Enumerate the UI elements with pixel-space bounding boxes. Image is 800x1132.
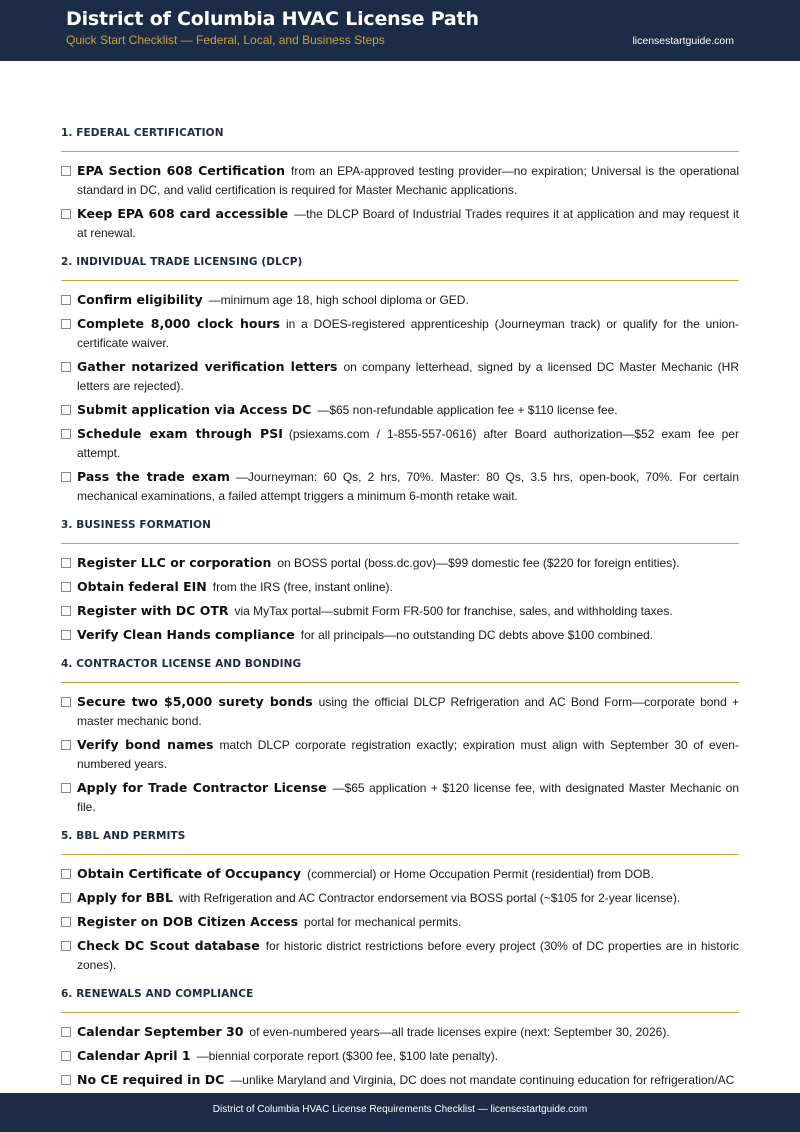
item-text [77,864,739,884]
section-title: 3. BUSINESS FORMATION [61,519,739,544]
item-description: —unlike Maryland and Virginia, DC does not mandate continuing education for refrigeration/AC [230,1073,735,1087]
page-header [0,0,800,61]
item-text [77,601,739,621]
item-description: —Journeyman: 60 Qs, 2 hrs, 70%. Master: 80 Qs, 3.5 hrs, open-book, 70%. For certain mechanical examinations, a failed attempt triggers a minimum 6-month retake wait. [77,470,739,503]
item-text [77,204,739,243]
item-description: from the IRS (free, instant online). [212,580,393,594]
item-description: via MyTax portal—submit Form FR-500 for franchise, sales, and withholding taxes. [234,604,673,618]
checkbox[interactable] [61,1075,71,1085]
checkbox[interactable] [61,740,71,750]
item-heading: Pass the trade exam [77,469,230,484]
item-description: —minimum age 18, high school diploma or GED. [208,293,469,307]
item-text [77,467,739,506]
checklist-item [61,1046,739,1066]
item-heading: Calendar April 1 [77,1048,191,1063]
page-title: District of Columbia HVAC License Path [66,8,479,30]
checklist-item [61,314,739,353]
checklist-item [61,912,739,932]
item-heading: Gather notarized verification letters [77,359,338,374]
checklist-item [61,424,739,463]
checkbox[interactable] [61,362,71,372]
item-description: —biennial corporate report ($300 fee, $100 late penalty). [196,1049,499,1063]
checklist-item [61,601,739,621]
item-heading: No CE required in DC [77,1072,225,1087]
item-heading: Secure two $5,000 surety bonds [77,694,313,709]
checkbox[interactable] [61,472,71,482]
item-text [77,314,739,353]
item-heading: Schedule exam through PSI [77,426,283,441]
item-text [77,553,739,573]
checklist-section [61,658,739,817]
item-description: for all principals—no outstanding DC debts above $100 combined. [300,628,653,642]
item-heading: Register LLC or corporation [77,555,272,570]
section-title: 1. FEDERAL CERTIFICATION [61,127,739,152]
item-description: match DLCP corporate registration exactly; expiration must align with September 30 of even-numbered years. [77,738,739,771]
item-text [77,1070,739,1090]
checkbox[interactable] [61,783,71,793]
item-heading: Verify Clean Hands compliance [77,627,295,642]
section-title: 4. CONTRACTOR LICENSE AND BONDING [61,658,739,683]
checklist-section [61,519,739,645]
item-description: portal for mechanical permits. [304,915,462,929]
checkbox[interactable] [61,941,71,951]
section-title: 6. RENEWALS AND COMPLIANCE [61,988,739,1013]
checklist-item [61,553,739,573]
item-text [77,936,739,975]
item-heading: Register on DOB Citizen Access [77,914,299,929]
item-text [77,161,739,200]
checklist-item [61,692,739,731]
item-heading: EPA Section 608 Certification [77,163,286,178]
checklist-item [61,864,739,884]
checkbox[interactable] [61,697,71,707]
checklist-item [61,778,739,817]
item-description: —the DLCP Board of Industrial Trades requires it at application and may request it at renewal. [77,207,739,240]
item-heading: Confirm eligibility [77,292,203,307]
item-heading: Obtain federal EIN [77,579,207,594]
checklist-item [61,290,739,310]
item-heading: Register with DC OTR [77,603,229,618]
item-text [77,400,739,420]
item-heading: Submit application via Access DC [77,402,312,417]
checklist-item [61,204,739,243]
checklist-item [61,1070,739,1090]
footer-text: District of Columbia HVAC License Requirements Checklist — licensestartguide.com [212,1104,588,1115]
checkbox[interactable] [61,209,71,219]
item-text [77,1046,739,1066]
checkbox[interactable] [61,1051,71,1061]
checklist-item [61,1022,739,1042]
checklist-section [61,988,739,1090]
site-name: licensestartguide.com [632,35,734,47]
item-heading: Calendar September 30 [77,1024,244,1039]
page-footer [0,1093,800,1132]
item-text [77,912,739,932]
item-heading: Check DC Scout database [77,938,260,953]
checkbox[interactable] [61,166,71,176]
checklist-item [61,357,739,396]
item-heading: Obtain Certificate of Occupancy [77,866,302,881]
item-heading: Complete 8,000 clock hours [77,316,280,331]
item-description: (psiexams.com / 1-855-557-0616) after Board authorization—$52 exam fee per attempt. [77,427,739,460]
checkbox[interactable] [61,1027,71,1037]
item-description: on company letterhead, signed by a licensed DC Master Mechanic (HR letters are rejected). [77,360,739,393]
checkbox[interactable] [61,405,71,415]
section-title: 2. INDIVIDUAL TRADE LICENSING (DLCP) [61,256,739,281]
item-description: on BOSS portal (boss.dc.gov)—$99 domestic fee ($220 for foreign entities). [277,556,680,570]
checkbox[interactable] [61,558,71,568]
checkbox[interactable] [61,893,71,903]
item-heading: Apply for BBL [77,890,173,905]
item-description: —$65 application + $120 license fee, with designated Master Mechanic on file. [77,781,739,814]
item-text [77,424,739,463]
item-text [77,290,739,310]
item-description: (commercial) or Home Occupation Permit (residential) from DOB. [307,867,654,881]
item-description: using the official DLCP Refrigeration and AC Bond Form—corporate bond + master mechanic bond. [77,695,739,728]
checklist-item [61,888,739,908]
item-description: —$65 non-refundable application fee + $110 license fee. [317,403,618,417]
checkbox[interactable] [61,606,71,616]
item-description: from an EPA-approved testing provider—no expiration; Universal is the operational standard in DC, and valid certification is required for Master Mechanic applications. [77,164,739,197]
item-heading: Apply for Trade Contractor License [77,780,327,795]
item-description: in a DOES-registered apprenticeship (Journeyman track) or qualify for the union-certificate waiver. [77,317,739,350]
checklist-section [61,127,739,243]
checklist-section [61,256,739,506]
checkbox[interactable] [61,295,71,305]
section-title: 5. BBL AND PERMITS [61,830,739,855]
checklist-item [61,400,739,420]
item-description: for historic district restrictions before every project (30% of DC properties are in historic zones). [77,939,739,972]
item-text [77,888,739,908]
checkbox[interactable] [61,319,71,329]
checklist-section [61,830,739,975]
item-text [77,357,739,396]
checkbox[interactable] [61,917,71,927]
checklist-item [61,161,739,200]
item-heading: Keep EPA 608 card accessible [77,206,289,221]
checklist-content [61,127,739,1103]
checkbox[interactable] [61,429,71,439]
item-text [77,577,739,597]
item-text [77,692,739,731]
item-text [77,778,739,817]
checklist-item [61,467,739,506]
checkbox[interactable] [61,582,71,592]
checklist-item [61,625,739,645]
item-text [77,1022,739,1042]
checkbox[interactable] [61,869,71,879]
checklist-item [61,577,739,597]
item-heading: Verify bond names [77,737,214,752]
item-description: with Refrigeration and AC Contractor endorsement via BOSS portal (~$105 for 2-year license). [178,891,681,905]
item-description: of even-numbered years—all trade licenses expire (next: September 30, 2026). [249,1025,670,1039]
checklist-item [61,735,739,774]
item-text [77,735,739,774]
page-subtitle: Quick Start Checklist — Federal, Local, and Business Steps [66,33,385,47]
checklist-item [61,936,739,975]
checkbox[interactable] [61,630,71,640]
item-text [77,625,739,645]
